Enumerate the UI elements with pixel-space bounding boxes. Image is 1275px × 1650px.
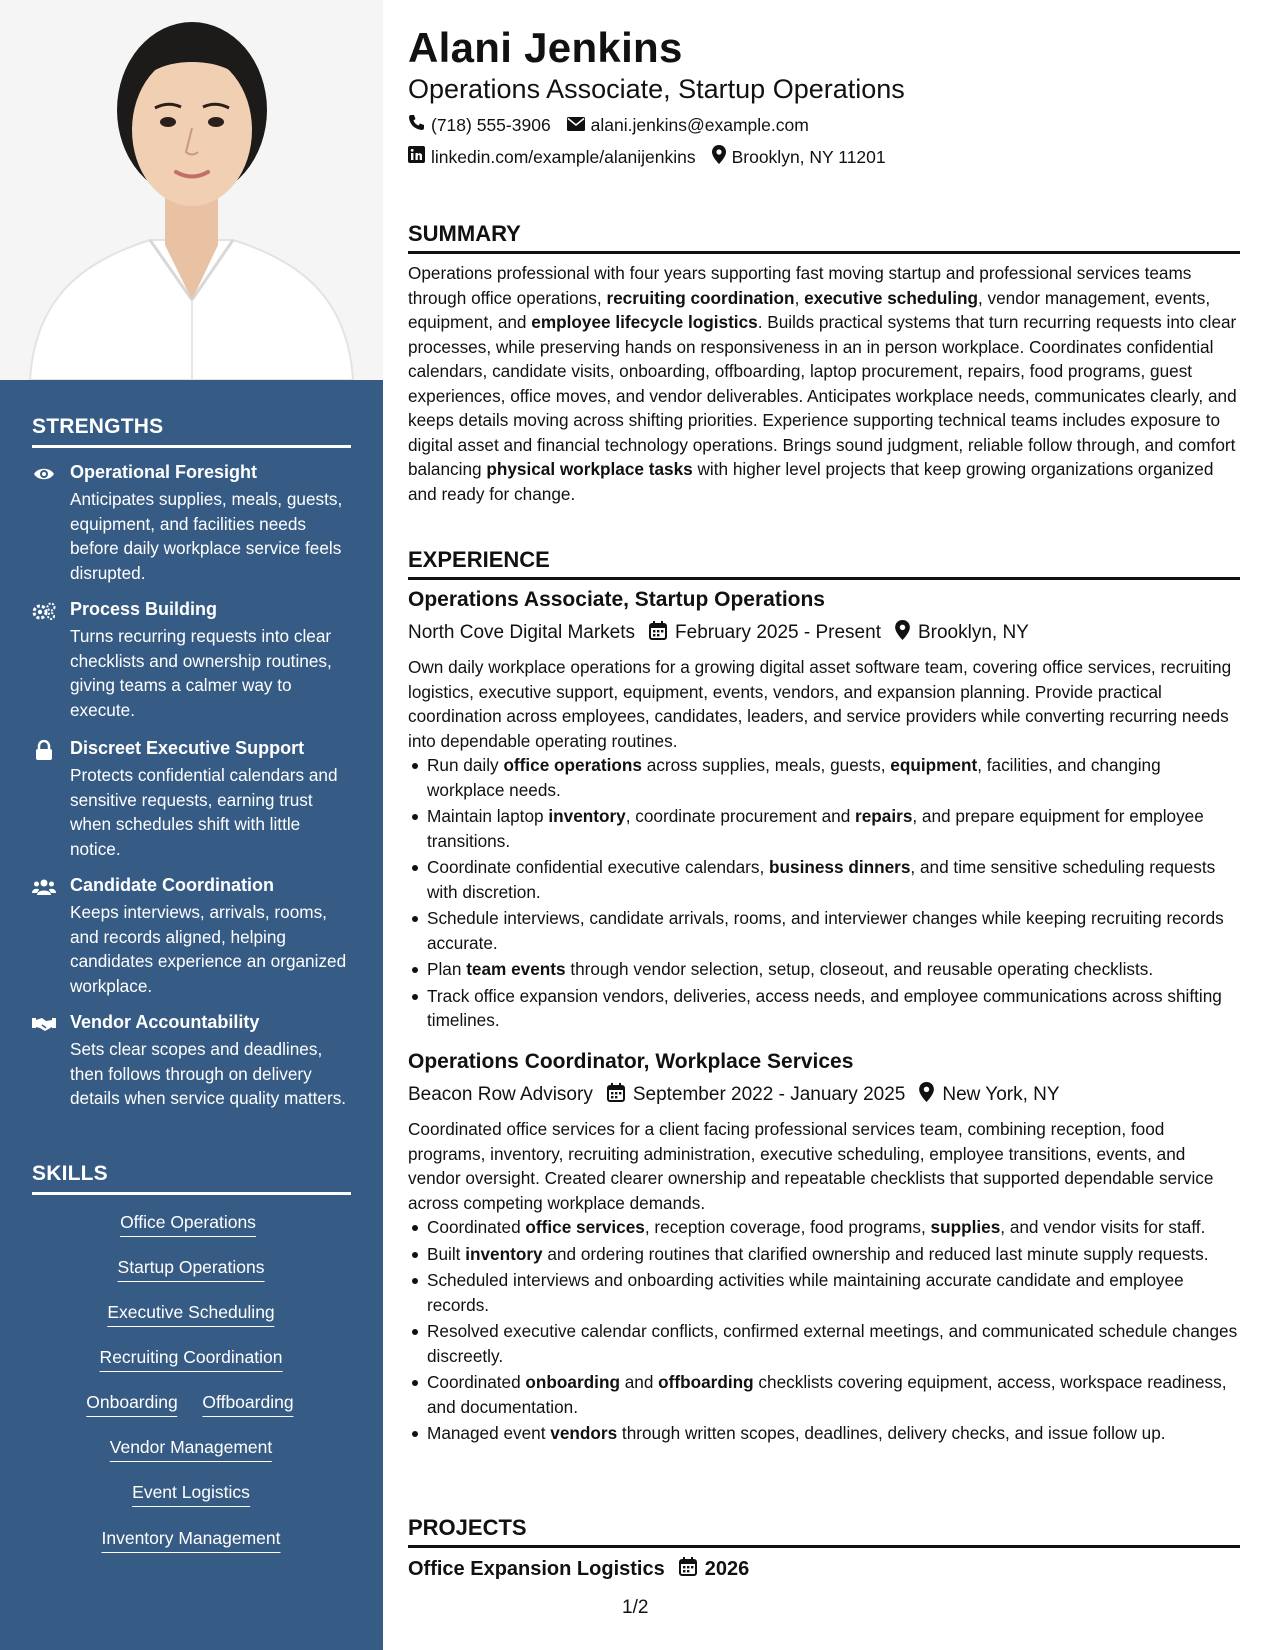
bullet-item	[408, 1370, 1242, 1419]
job-meta	[408, 620, 1043, 646]
job-location	[895, 620, 1029, 646]
skill-tag: Executive Scheduling	[107, 1302, 274, 1327]
text-run: across supplies, meals, guests,	[641, 755, 891, 775]
email-contact[interactable]	[567, 115, 809, 136]
bold-keyword: supplies	[930, 1217, 1001, 1237]
summary-text	[408, 261, 1242, 506]
users-icon	[32, 877, 56, 897]
text-run: through written scopes, deadlines, delivery checks, and issue follow up.	[617, 1423, 1166, 1443]
bullet-item	[408, 1215, 1242, 1240]
strength-desc: Sets clear scopes and deadlines, then follows through on delivery details when service quality matters.	[70, 1039, 347, 1108]
phone-contact	[408, 114, 551, 136]
bold-keyword: office operations	[503, 755, 642, 775]
date-range: September 2022 - January 2025	[632, 1084, 906, 1105]
job-bullets	[408, 753, 1242, 1035]
page-number: 1/2	[622, 1597, 649, 1618]
skill-tag: Onboarding	[86, 1392, 177, 1417]
strength-desc: Turns recurring requests into clear checklists and ownership routines, giving teams a calmer way to execute.	[70, 626, 332, 720]
job-location	[919, 1082, 1059, 1108]
gears-icon	[32, 601, 56, 621]
skill-tag: Recruiting Coordination	[100, 1347, 283, 1372]
job-company	[408, 1084, 593, 1106]
bullet-item	[408, 804, 1242, 853]
linkedin-icon	[408, 146, 425, 168]
candidate-name: Alani Jenkins	[408, 24, 683, 71]
bold-keyword: inventory	[548, 806, 626, 826]
text-run: Maintain laptop	[427, 806, 549, 826]
map-pin-icon	[712, 145, 726, 169]
profile-photo	[0, 0, 383, 380]
text-run: checklists covering equipment, access, workspace readiness, and documentation.	[427, 1372, 1227, 1417]
job-description: Coordinated office services for a client facing professional services team, combining reception, food programs, inventory, recruiting administration, executive scheduling, employee transitions, events, and vendor oversight. Created clearer ownership and repeatable checklists that supported dependable service across competing workplace demands.	[408, 1119, 1214, 1213]
phone-number: (718) 555-3906	[431, 114, 551, 135]
linkedin-url[interactable]: linkedin.com/example/alanijenkins	[431, 146, 696, 167]
bold-keyword: team events	[466, 959, 566, 979]
bullet-item	[408, 957, 1242, 982]
sidebar	[0, 0, 383, 1650]
phone-icon	[408, 114, 425, 136]
bold-keyword: business dinners	[769, 857, 911, 877]
text-run: Scheduled interviews and onboarding activities while maintaining accurate candidate and employee records.	[427, 1270, 1184, 1315]
bold-keyword: executive scheduling	[804, 287, 978, 308]
calendar-icon	[649, 621, 667, 646]
text-run: Track office expansion vendors, deliveries, access needs, and employee communications across shifting timelines.	[427, 985, 1222, 1030]
handshake-icon	[32, 1014, 56, 1034]
skill-tag: Startup Operations	[118, 1257, 265, 1282]
job-title: Operations Coordinator, Workplace Services	[408, 1050, 854, 1073]
map-pin-icon	[895, 620, 910, 646]
text-run: Operations professional with four years supporting fast moving startup and professional services teams through office operations,	[408, 263, 1192, 308]
text-run: and ordering routines that clarified ownership and reduced last minute supply requests.	[542, 1243, 1209, 1264]
text-run: Coordinated	[427, 1217, 526, 1237]
map-pin-icon	[919, 1082, 934, 1108]
text-run: , and prepare equipment for employee transitions.	[427, 806, 1204, 851]
text-run: , and time sensitive scheduling requests with discretion.	[427, 857, 1216, 902]
experience-heading: EXPERIENCE	[408, 547, 1240, 580]
calendar-icon	[607, 1083, 625, 1108]
sidebar-panel	[0, 380, 383, 1650]
text-run: Built	[427, 1243, 466, 1264]
location-contact	[712, 145, 886, 169]
strength-title: Vendor Accountability	[70, 1012, 260, 1032]
company-name: Beacon Row Advisory	[408, 1084, 593, 1105]
bold-keyword: employee lifecycle logistics	[531, 312, 758, 332]
project-name: Office Expansion Logistics	[408, 1558, 665, 1580]
job-title: Operations Associate, Startup Operations	[408, 588, 825, 611]
bullet-item	[408, 1242, 1242, 1267]
text-run: through vendor selection, setup, closeout, and reusable operating checklists.	[565, 959, 1154, 979]
bullet-item	[408, 855, 1242, 904]
lock-icon	[32, 740, 56, 760]
skill-tag: Vendor Management	[110, 1437, 272, 1462]
eye-icon	[32, 464, 56, 484]
skill-tag: Office Operations	[120, 1212, 256, 1237]
skill-tag: Offboarding	[202, 1392, 293, 1417]
bold-keyword: office services	[525, 1217, 645, 1237]
email-address[interactable]: alani.jenkins@example.com	[590, 114, 809, 135]
location-text: Brooklyn, NY	[917, 622, 1029, 643]
bold-keyword: vendors	[550, 1423, 618, 1443]
project-title	[408, 1558, 665, 1581]
text-run: and	[619, 1372, 659, 1392]
strength-desc: Protects confidential calendars and sensitive requests, earning trust when schedules shift with little notice.	[70, 765, 338, 859]
text-run: , facilities, and changing workplace needs.	[427, 755, 1161, 800]
strength-title: Discreet Executive Support	[70, 738, 305, 758]
project-date	[679, 1557, 750, 1582]
text-run: , and vendor visits for staff.	[1000, 1217, 1206, 1237]
bullet-item	[408, 1268, 1242, 1317]
text-run: Schedule interviews, candidate arrivals, rooms, and interviewer changes while keeping recruiting records accurate.	[427, 908, 1224, 953]
text-run: Managed event	[427, 1423, 551, 1443]
strength-desc: Anticipates supplies, meals, guests, equipment, and facilities needs before daily workplace service feels disrupted.	[70, 489, 343, 583]
text-run: Coordinated	[427, 1372, 526, 1392]
contact-row	[408, 114, 809, 136]
job-dates	[649, 621, 881, 646]
text-run: , reception coverage, food programs,	[644, 1217, 931, 1237]
bold-keyword: onboarding	[525, 1372, 620, 1392]
company-name: North Cove Digital Markets	[408, 622, 636, 643]
bold-keyword: physical workplace tasks	[486, 459, 693, 479]
date-range: February 2025 - Present	[675, 622, 881, 643]
strength-title: Candidate Coordination	[70, 875, 274, 895]
skill-tag: Event Logistics	[132, 1482, 250, 1507]
bold-keyword: offboarding	[658, 1372, 754, 1392]
project-item	[408, 1557, 763, 1582]
job-meta	[408, 1082, 1074, 1108]
projects-heading: PROJECTS	[408, 1515, 1240, 1548]
strength-title: Process Building	[70, 599, 218, 619]
text-run: Run daily	[427, 755, 504, 775]
linkedin-contact[interactable]	[408, 146, 696, 168]
project-year: 2026	[704, 1558, 750, 1580]
text-run: , vendor management, events, equipment, and	[408, 287, 1211, 332]
text-run: , coordinate procurement and	[625, 806, 856, 826]
envelope-icon	[567, 115, 585, 136]
text-run: Plan	[427, 959, 467, 979]
contact-row	[408, 145, 886, 169]
summary-heading: SUMMARY	[408, 221, 1240, 254]
job-bullets	[408, 1215, 1242, 1448]
bold-keyword: equipment	[890, 755, 978, 775]
location-text: New York, NY	[942, 1084, 1060, 1105]
bullet-item	[408, 984, 1242, 1033]
calendar-icon	[679, 1557, 697, 1582]
skill-tag: Inventory Management	[102, 1528, 281, 1553]
bold-keyword: recruiting coordination	[606, 287, 795, 308]
skills-heading: SKILLS	[32, 1162, 351, 1195]
candidate-headline: Operations Associate, Startup Operations	[408, 74, 905, 104]
portrait-illustration	[0, 0, 383, 380]
strength-title: Operational Foresight	[70, 462, 258, 482]
strengths-heading: STRENGTHS	[32, 415, 351, 448]
bold-keyword: inventory	[465, 1243, 543, 1264]
location-text: Brooklyn, NY 11201	[731, 146, 886, 167]
strength-desc: Keeps interviews, arrivals, rooms, and records aligned, helping candidates experience an organized workplace.	[70, 902, 347, 996]
bullet-item	[408, 906, 1242, 955]
bullet-item	[408, 1421, 1242, 1446]
text-run: . Builds practical systems that turn recurring requests into clear processes, while preserving hands on responsiveness in an in person workplace. Coordinates confidential calendars, candidate visits, onboarding, offboarding, laptop procurement, repairs, food programs, guest experiences, office moves, and vendor deliverables. Anticipates workplace needs, communicates clearly, and keeps details moving across shifting priorities. Experience supporting technical teams includes exposure to digital asset and financial technology operations. Brings sound judgment, reliable follow through, and comfort balancing	[408, 312, 1237, 479]
job-description: Own daily workplace operations for a growing digital asset software team, covering office services, recruiting logistics, executive support, equipment, events, vendors, and expansion planning. Provide practical coordination across employees, candidates, leaders, and service providers while converting recurring needs into dependable operating routines.	[408, 657, 1232, 751]
bullet-item	[408, 753, 1242, 802]
job-dates	[607, 1083, 906, 1108]
bullet-item	[408, 1319, 1242, 1368]
text-run: Resolved executive calendar conflicts, confirmed external meetings, and communicated schedule changes discreetly.	[427, 1321, 1238, 1366]
job-company	[408, 622, 635, 644]
text-run: with higher level projects that keep growing organizations organized and ready for change.	[408, 459, 1214, 504]
text-run: Coordinate confidential executive calendars,	[427, 857, 770, 877]
bold-keyword: repairs	[855, 806, 913, 826]
text-run: ,	[794, 287, 805, 308]
